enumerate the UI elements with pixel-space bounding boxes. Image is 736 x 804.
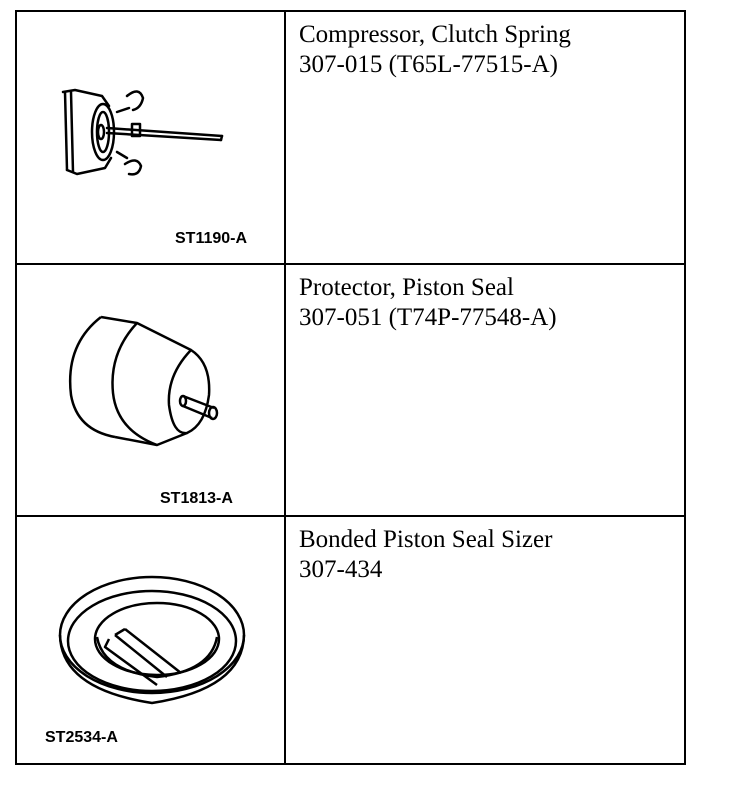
tool-description xyxy=(286,265,684,515)
tool-image-cell xyxy=(17,12,286,263)
tool-name: Protector, Piston Seal xyxy=(299,274,514,301)
tool-description xyxy=(286,12,684,263)
special-tools-table xyxy=(15,10,686,765)
tool-part-number: 307-051 (T74P-77548-A) xyxy=(299,304,557,331)
piston-seal-protector-icon xyxy=(17,265,284,515)
tool-image-cell xyxy=(17,517,286,763)
tool-name: Bonded Piston Seal Sizer xyxy=(299,526,553,553)
tool-name: Compressor, Clutch Spring xyxy=(299,21,571,48)
tool-row xyxy=(17,517,684,763)
tool-row xyxy=(17,265,684,517)
tool-image-cell xyxy=(17,265,286,515)
image-code: ST1813-A xyxy=(160,490,233,507)
tool-part-number: 307-434 xyxy=(299,556,383,583)
tool-row xyxy=(17,12,684,265)
image-code: ST1190-A xyxy=(175,230,248,247)
clutch-spring-compressor-icon xyxy=(17,12,284,263)
piston-seal-sizer-icon xyxy=(17,517,284,761)
image-code: ST2534-A xyxy=(45,729,118,746)
tool-part-number: 307-015 (T65L-77515-A) xyxy=(299,51,558,78)
tool-description xyxy=(286,517,684,763)
